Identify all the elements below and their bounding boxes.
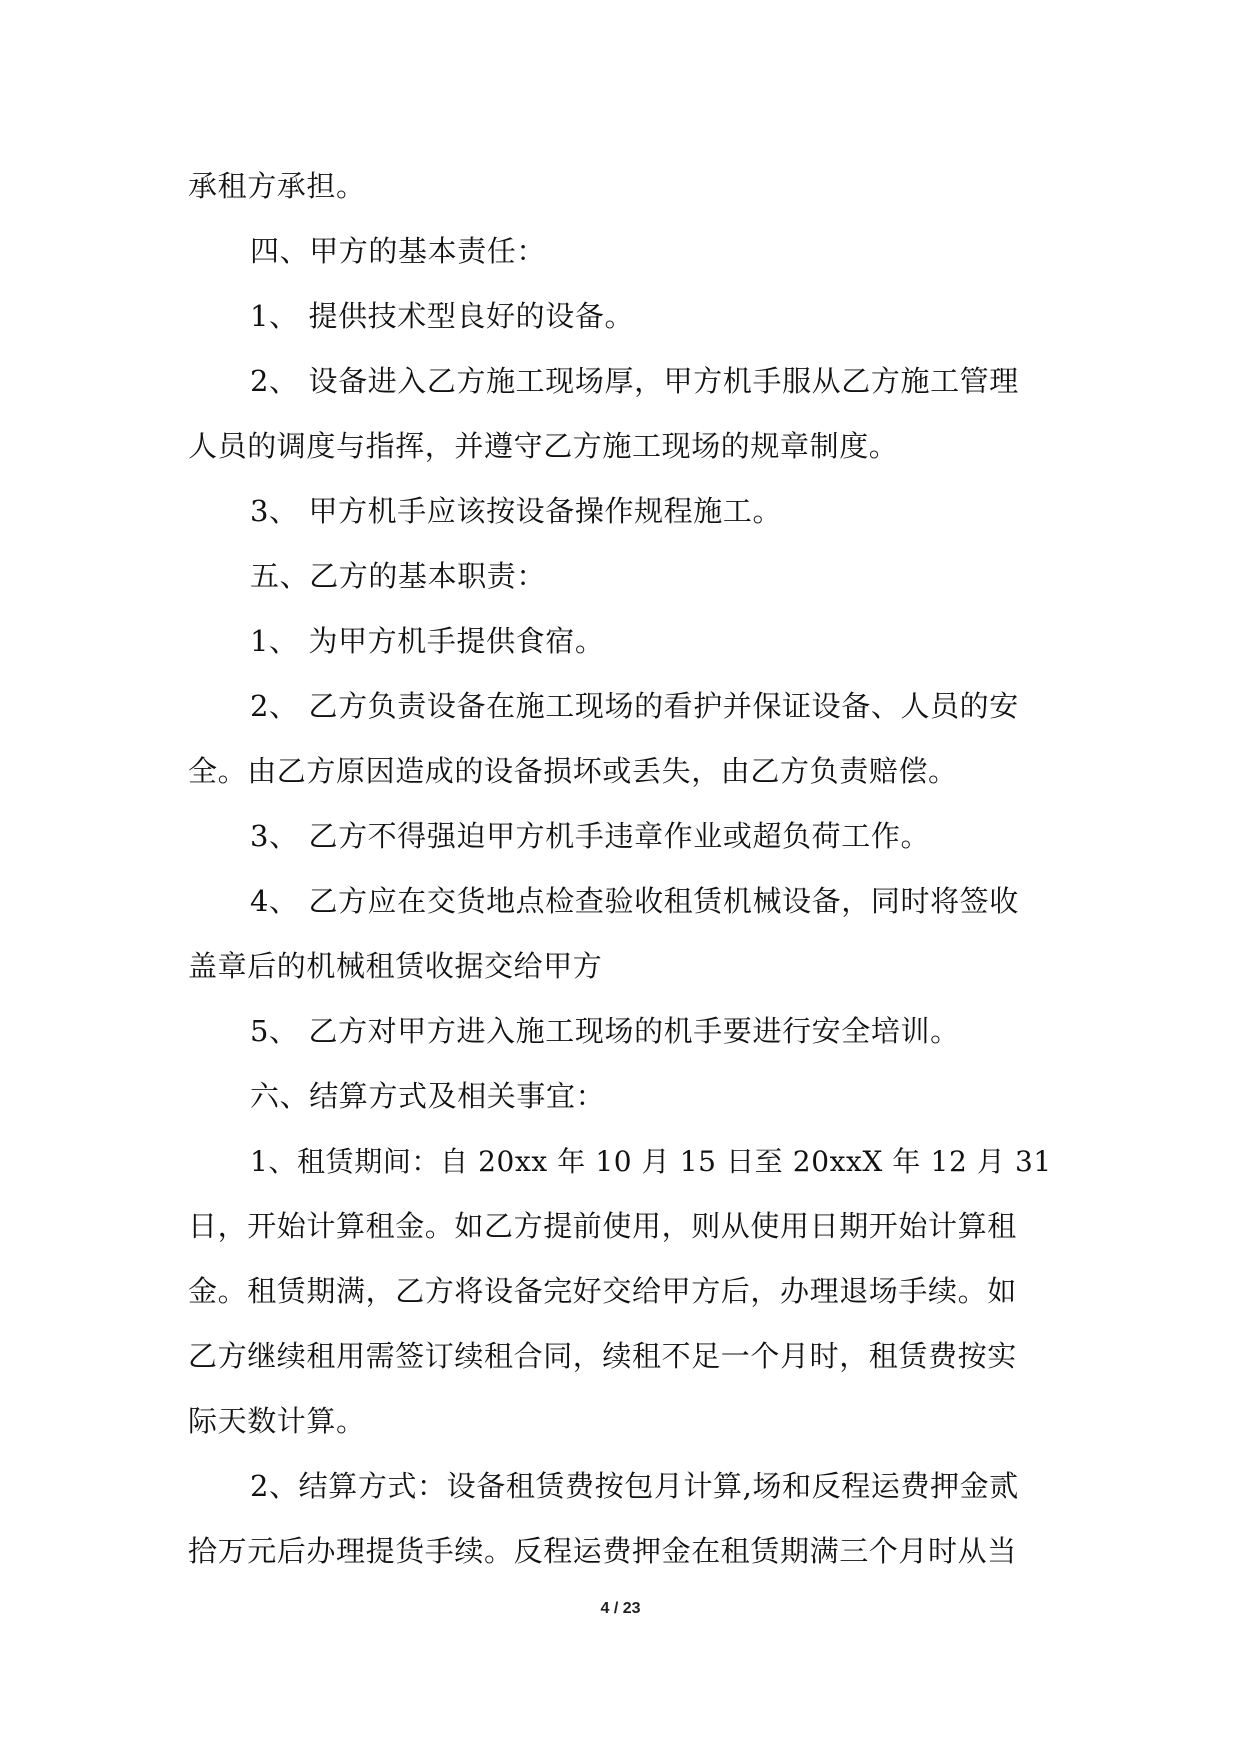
text-line: 1、租赁期间：自 20xx 年 10 月 15 日至 20xxX 年 12 月 31 bbox=[250, 1145, 1052, 1178]
document-body bbox=[188, 154, 1053, 1584]
text-line: 全。由乙方原因造成的设备损坏或丢失，由乙方负责赔偿。 bbox=[188, 754, 958, 788]
text-line: 3、 乙方不得强迫甲方机手违章作业或超负荷工作。 bbox=[250, 819, 931, 853]
text-line: 拾万元后办理提货手续。反程运费押金在租赁期满三个月时从当 bbox=[188, 1534, 1017, 1568]
text-line: 2、结算方式：设备租赁费按包月计算,场和反程运费押金贰 bbox=[250, 1469, 1019, 1503]
section-heading-6: 六、结算方式及相关事宜： bbox=[250, 1079, 606, 1113]
text-line: 乙方继续租用需签订续租合同，续租不足一个月时，租赁费按实 bbox=[188, 1339, 1017, 1373]
text-line: 3、 甲方机手应该按设备操作规程施工。 bbox=[250, 494, 783, 528]
text-line: 盖章后的机械租赁收据交给甲方 bbox=[188, 949, 603, 983]
text-line: 2、 设备进入乙方施工现场厚，甲方机手服从乙方施工管理 bbox=[250, 364, 1019, 398]
section-heading-5: 五、乙方的基本职责： bbox=[250, 559, 547, 593]
text-line: 2、 乙方负责设备在施工现场的看护并保证设备、人员的安 bbox=[250, 689, 1019, 723]
page-number: 4 / 23 bbox=[600, 1600, 641, 1617]
text-line: 1、 为甲方机手提供食宿。 bbox=[250, 624, 605, 658]
text-line: 5、 乙方对甲方进入施工现场的机手要进行安全培训。 bbox=[250, 1014, 960, 1048]
text-line: 承租方承担。 bbox=[188, 169, 366, 203]
text-line: 1、 提供技术型良好的设备。 bbox=[250, 299, 635, 333]
text-line: 人员的调度与指挥，并遵守乙方施工现场的规章制度。 bbox=[188, 429, 899, 463]
text-line: 4、 乙方应在交货地点检查验收租赁机械设备，同时将签收 bbox=[250, 884, 1019, 918]
section-heading-4: 四、甲方的基本责任： bbox=[250, 234, 547, 268]
text-line: 金。租赁期满，乙方将设备完好交给甲方后，办理退场手续。如 bbox=[188, 1274, 1017, 1308]
text-line: 际天数计算。 bbox=[188, 1404, 366, 1438]
text-line: 日，开始计算租金。如乙方提前使用，则从使用日期开始计算租 bbox=[188, 1209, 1017, 1243]
